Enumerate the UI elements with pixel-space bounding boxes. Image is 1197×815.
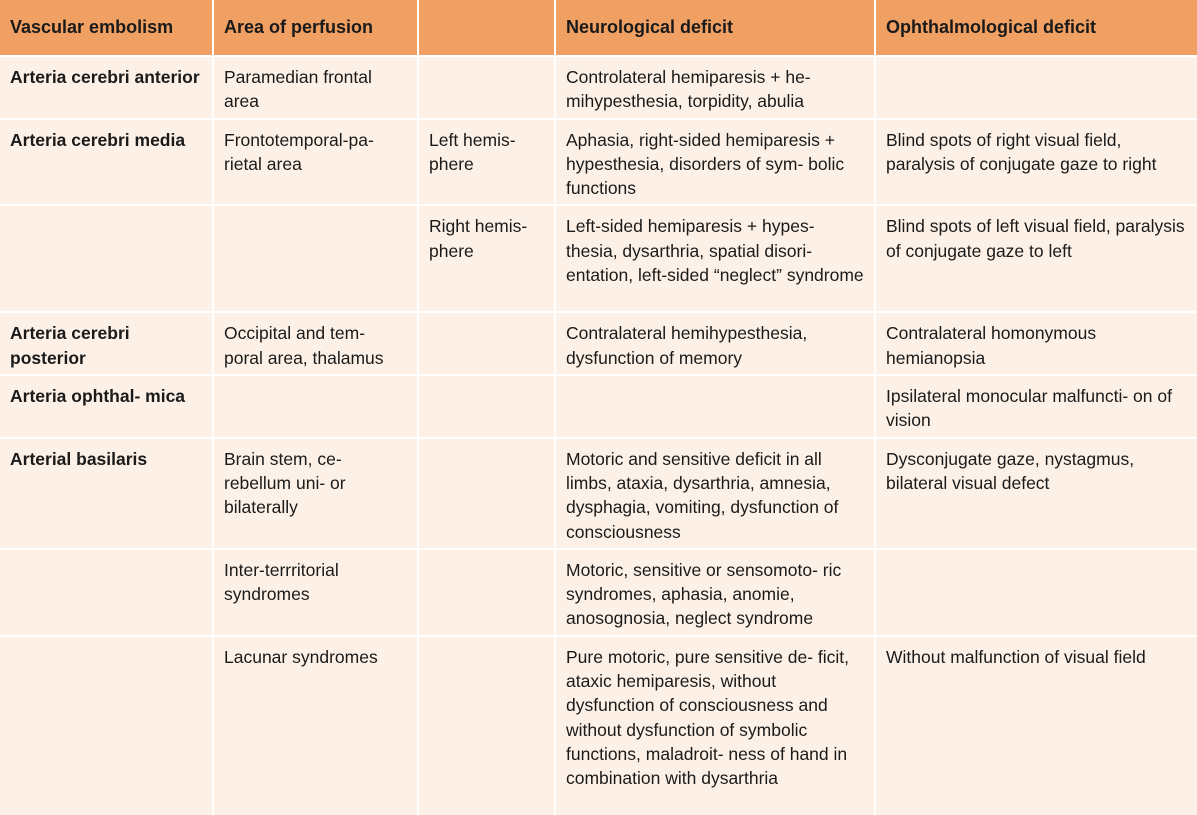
hemisphere-cell (417, 548, 554, 635)
table-row (0, 204, 1197, 311)
neuro-cell: Controlateral hemiparesis + he- mihypesthesia, torpidity, abulia (554, 55, 874, 118)
hemisphere-cell (417, 311, 554, 374)
area-cell (212, 204, 417, 311)
table-row (0, 374, 1197, 437)
neuro-cell (554, 374, 874, 437)
ophth-cell: Without malfunction of visual field (874, 635, 1197, 815)
header-hemisphere (417, 0, 554, 55)
ophth-cell: Ipsilateral monocular malfuncti- on of vision (874, 374, 1197, 437)
table-header (0, 0, 1197, 55)
header-ophthalmological-deficit: Ophthalmological deficit (874, 0, 1197, 55)
hemisphere-cell (417, 635, 554, 815)
table-body (0, 55, 1197, 815)
header-row (0, 0, 1197, 55)
table-row (0, 437, 1197, 548)
neuro-cell: Left-sided hemiparesis + hypes- thesia, dysarthria, spatial disori- entation, left-sided “neglect” syndrome (554, 204, 874, 311)
area-cell (212, 374, 417, 437)
area-cell: Frontotemporal-pa- rietal area (212, 118, 417, 205)
neuro-cell: Motoric and sensitive deficit in all limbs, ataxia, dysarthria, amnesia, dysphagia, vomiting, dysfunction of consciousness (554, 437, 874, 548)
vessel-cell (0, 204, 212, 311)
table-row (0, 635, 1197, 815)
table-row (0, 55, 1197, 118)
table-row (0, 118, 1197, 205)
vessel-cell: Arteria cerebri media (0, 118, 212, 205)
neuro-cell: Motoric, sensitive or sensomoto- ric syndromes, aphasia, anomie, anosognosia, neglect syndrome (554, 548, 874, 635)
neuro-cell: Pure motoric, pure sensitive de- ficit, ataxic hemiparesis, without dysfunction of consciousness and without dysfunction of symbolic functions, maladroit- ness of hand in combination with dysarthria (554, 635, 874, 815)
header-vascular-embolism: Vascular embolism (0, 0, 212, 55)
neuro-cell: Contralateral hemihypesthesia, dysfunction of memory (554, 311, 874, 374)
area-cell: Paramedian frontal area (212, 55, 417, 118)
header-area-of-perfusion: Area of perfusion (212, 0, 417, 55)
ophth-cell (874, 548, 1197, 635)
hemisphere-cell (417, 374, 554, 437)
hemisphere-cell: Left hemis- phere (417, 118, 554, 205)
header-neurological-deficit: Neurological deficit (554, 0, 874, 55)
area-cell: Brain stem, ce- rebellum uni- or bilaterally (212, 437, 417, 548)
hemisphere-cell (417, 437, 554, 548)
hemisphere-cell: Right hemis- phere (417, 204, 554, 311)
vessel-cell (0, 548, 212, 635)
vessel-cell (0, 635, 212, 815)
vessel-cell: Arteria cerebri posterior (0, 311, 212, 374)
vessel-cell: Arteria cerebri anterior (0, 55, 212, 118)
vessel-cell: Arteria ophthal- mica (0, 374, 212, 437)
ophth-cell: Dysconjugate gaze, nystagmus, bilateral visual defect (874, 437, 1197, 548)
table-row (0, 311, 1197, 374)
area-cell: Occipital and tem- poral area, thalamus (212, 311, 417, 374)
area-cell: Inter-terrritorial syndromes (212, 548, 417, 635)
area-cell: Lacunar syndromes (212, 635, 417, 815)
vessel-cell: Arterial basilaris (0, 437, 212, 548)
hemisphere-cell (417, 55, 554, 118)
ophth-cell: Blind spots of left visual field, paralysis of conjugate gaze to left (874, 204, 1197, 311)
table-row (0, 548, 1197, 635)
ophth-cell (874, 55, 1197, 118)
neuro-cell: Aphasia, right-sided hemiparesis + hypesthesia, disorders of sym- bolic functions (554, 118, 874, 205)
ophth-cell: Blind spots of right visual field, paralysis of conjugate gaze to right (874, 118, 1197, 205)
ophth-cell: Contralateral homonymous hemianopsia (874, 311, 1197, 374)
